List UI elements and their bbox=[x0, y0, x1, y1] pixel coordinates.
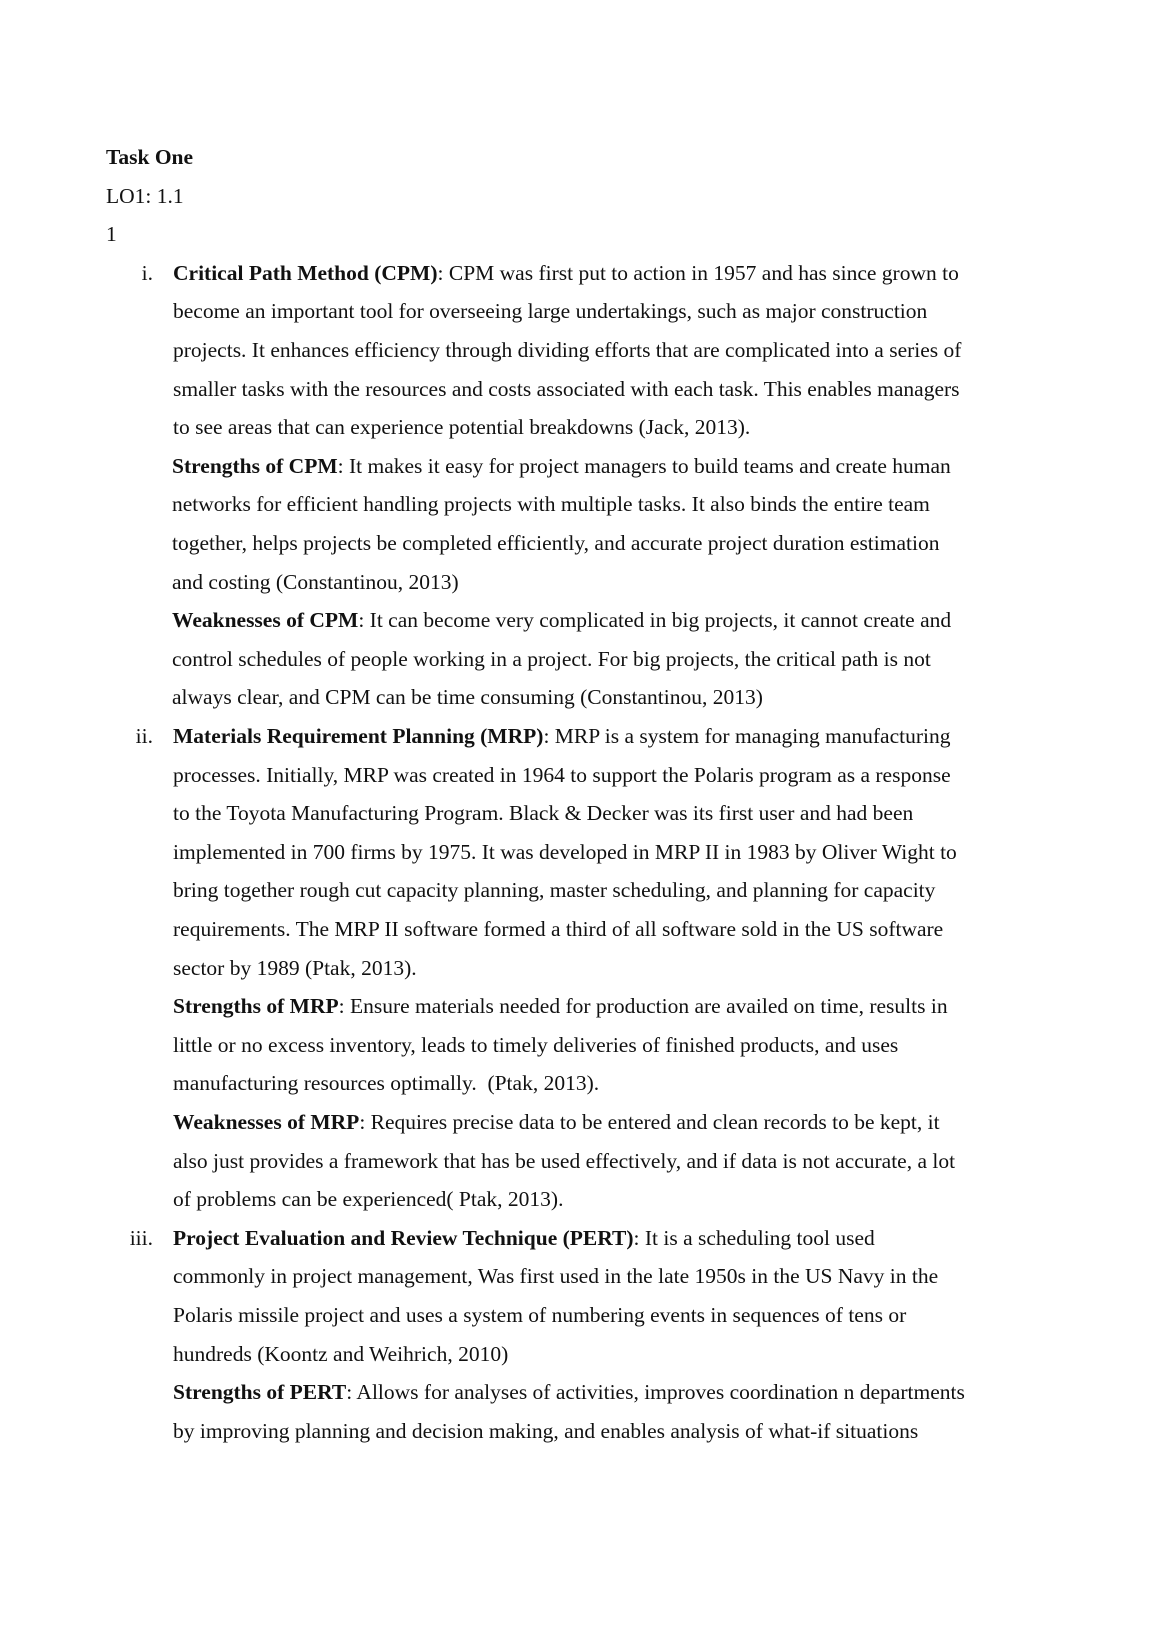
list-numeral: i. bbox=[141, 260, 153, 285]
line-text: commonly in project management, Was first used in the late 1950s in the US Navy in the bbox=[173, 1264, 939, 1289]
paragraph-line bbox=[172, 485, 930, 524]
line-text: always clear, and CPM can be time consuming (Constantinou, 2013) bbox=[172, 685, 763, 710]
list-numeral: iii. bbox=[129, 1225, 153, 1250]
heading-line bbox=[106, 215, 117, 254]
paragraph-line bbox=[173, 1335, 508, 1374]
paragraph-line bbox=[172, 563, 459, 602]
bold-term: Critical Path Method (CPM) bbox=[173, 260, 438, 285]
paragraph-line bbox=[173, 910, 943, 949]
line-text: hundreds (Koontz and Weihrich, 2010) bbox=[173, 1341, 509, 1366]
paragraph-line bbox=[173, 1257, 938, 1296]
paragraph-line bbox=[173, 794, 913, 833]
line-text: together, helps projects be completed efficiently, and accurate project duration estimation bbox=[172, 531, 940, 555]
line-text: and costing (Constantinou, 2013) bbox=[172, 569, 459, 594]
paragraph-line bbox=[173, 1064, 599, 1103]
paragraph-line bbox=[173, 871, 935, 910]
line-text: control schedules of people working in a project. For big projects, the critical path is not bbox=[172, 646, 931, 671]
bold-term: Project Evaluation and Review Technique (PERT) bbox=[173, 1225, 634, 1250]
line-text: : Ensure materials needed for production are availed on time, results in bbox=[338, 994, 948, 1019]
paragraph-line bbox=[173, 833, 957, 872]
paragraph-line bbox=[173, 370, 960, 409]
line-text: sector by 1989 (Ptak, 2013). bbox=[173, 955, 417, 980]
paragraph-line bbox=[173, 756, 951, 795]
paragraph-line bbox=[173, 1026, 898, 1065]
line-text: : Requires precise data to be entered and clean records to be kept, it bbox=[359, 1110, 940, 1134]
line-text: : Allows for analyses of activities, improves coordination n departments bbox=[346, 1380, 965, 1405]
paragraph-line bbox=[173, 254, 959, 293]
line-text: 1 bbox=[106, 222, 117, 247]
line-text: LO1: 1.1 bbox=[106, 183, 184, 208]
paragraph-line bbox=[173, 1142, 955, 1181]
paragraph-line bbox=[173, 987, 948, 1026]
paragraph-line bbox=[173, 1412, 918, 1451]
line-text: of problems can be experienced( Ptak, 2013). bbox=[173, 1187, 564, 1212]
paragraph-line bbox=[173, 331, 961, 370]
paragraph-line bbox=[173, 949, 417, 988]
paragraph-line bbox=[172, 524, 939, 563]
line-text: processes. Initially, MRP was created in 1964 to support the Polaris program as a response bbox=[173, 762, 951, 787]
line-text: projects. It enhances efficiency through dividing efforts that are complicated into a series of bbox=[173, 338, 962, 362]
bold-term: Strengths of CPM bbox=[172, 453, 338, 478]
paragraph-line bbox=[172, 601, 951, 640]
bold-term: Strengths of MRP bbox=[173, 994, 339, 1019]
line-text: : It makes it easy for project managers to build teams and create human bbox=[337, 453, 951, 478]
line-text: : It is a scheduling tool used bbox=[633, 1225, 875, 1250]
line-text: : MRP is a system for managing manufacturing bbox=[543, 724, 951, 748]
paragraph-line bbox=[173, 1373, 965, 1412]
heading-line bbox=[106, 177, 184, 216]
line-text: smaller tasks with the resources and costs associated with each task. This enables managers bbox=[173, 376, 960, 401]
line-text: also just provides a framework that has be used effectively, and if data is not accurate, a lot bbox=[173, 1148, 956, 1173]
bold-term: Strengths of PERT bbox=[173, 1380, 347, 1405]
line-text: networks for efficient handling projects with multiple tasks. It also binds the entire team bbox=[172, 492, 930, 517]
line-text: requirements. The MRP II software formed a third of all software sold in the US software bbox=[173, 917, 944, 941]
line-text: : CPM was first put to action in 1957 and has since grown to bbox=[437, 260, 959, 285]
paragraph-line bbox=[173, 1296, 906, 1335]
line-text: become an important tool for overseeing large undertakings, such as major construction bbox=[173, 299, 928, 324]
line-text: manufacturing resources optimally. (Ptak, 2013). bbox=[173, 1071, 600, 1096]
paragraph-line bbox=[172, 678, 763, 717]
list-numeral: ii. bbox=[135, 724, 153, 748]
paragraph-line bbox=[172, 640, 931, 679]
bold-term: Weaknesses of CPM bbox=[172, 608, 359, 633]
line-text: little or no excess inventory, leads to timely deliveries of finished products, and uses bbox=[173, 1032, 899, 1057]
line-text: to the Toyota Manufacturing Program. Black & Decker was its first user and had been bbox=[173, 801, 914, 826]
paragraph-line bbox=[173, 292, 927, 331]
paragraph-line bbox=[172, 447, 951, 486]
line-text: Polaris missile project and uses a system of numbering events in sequences of tens or bbox=[173, 1303, 907, 1327]
bold-term: Materials Requirement Planning (MRP) bbox=[173, 724, 544, 748]
line-text: implemented in 700 firms by 1975. It was developed in MRP II in 1983 by Oliver Wight to bbox=[173, 839, 957, 864]
paragraph-line bbox=[173, 1219, 875, 1258]
bold-term: Task One bbox=[106, 145, 194, 169]
paragraph-line bbox=[173, 408, 750, 447]
heading-line bbox=[106, 138, 193, 177]
line-text: bring together rough cut capacity planning, master scheduling, and planning for capacity bbox=[173, 878, 936, 903]
line-text: by improving planning and decision making, and enables analysis of what-if situations bbox=[173, 1418, 919, 1443]
line-text: : It can become very complicated in big projects, it cannot create and bbox=[358, 608, 952, 633]
paragraph-line bbox=[173, 717, 950, 756]
paragraph-line bbox=[173, 1103, 940, 1142]
bold-term: Weaknesses of MRP bbox=[173, 1110, 360, 1134]
line-text: to see areas that can experience potential breakdowns (Jack, 2013). bbox=[173, 415, 751, 440]
paragraph-line bbox=[173, 1180, 563, 1219]
